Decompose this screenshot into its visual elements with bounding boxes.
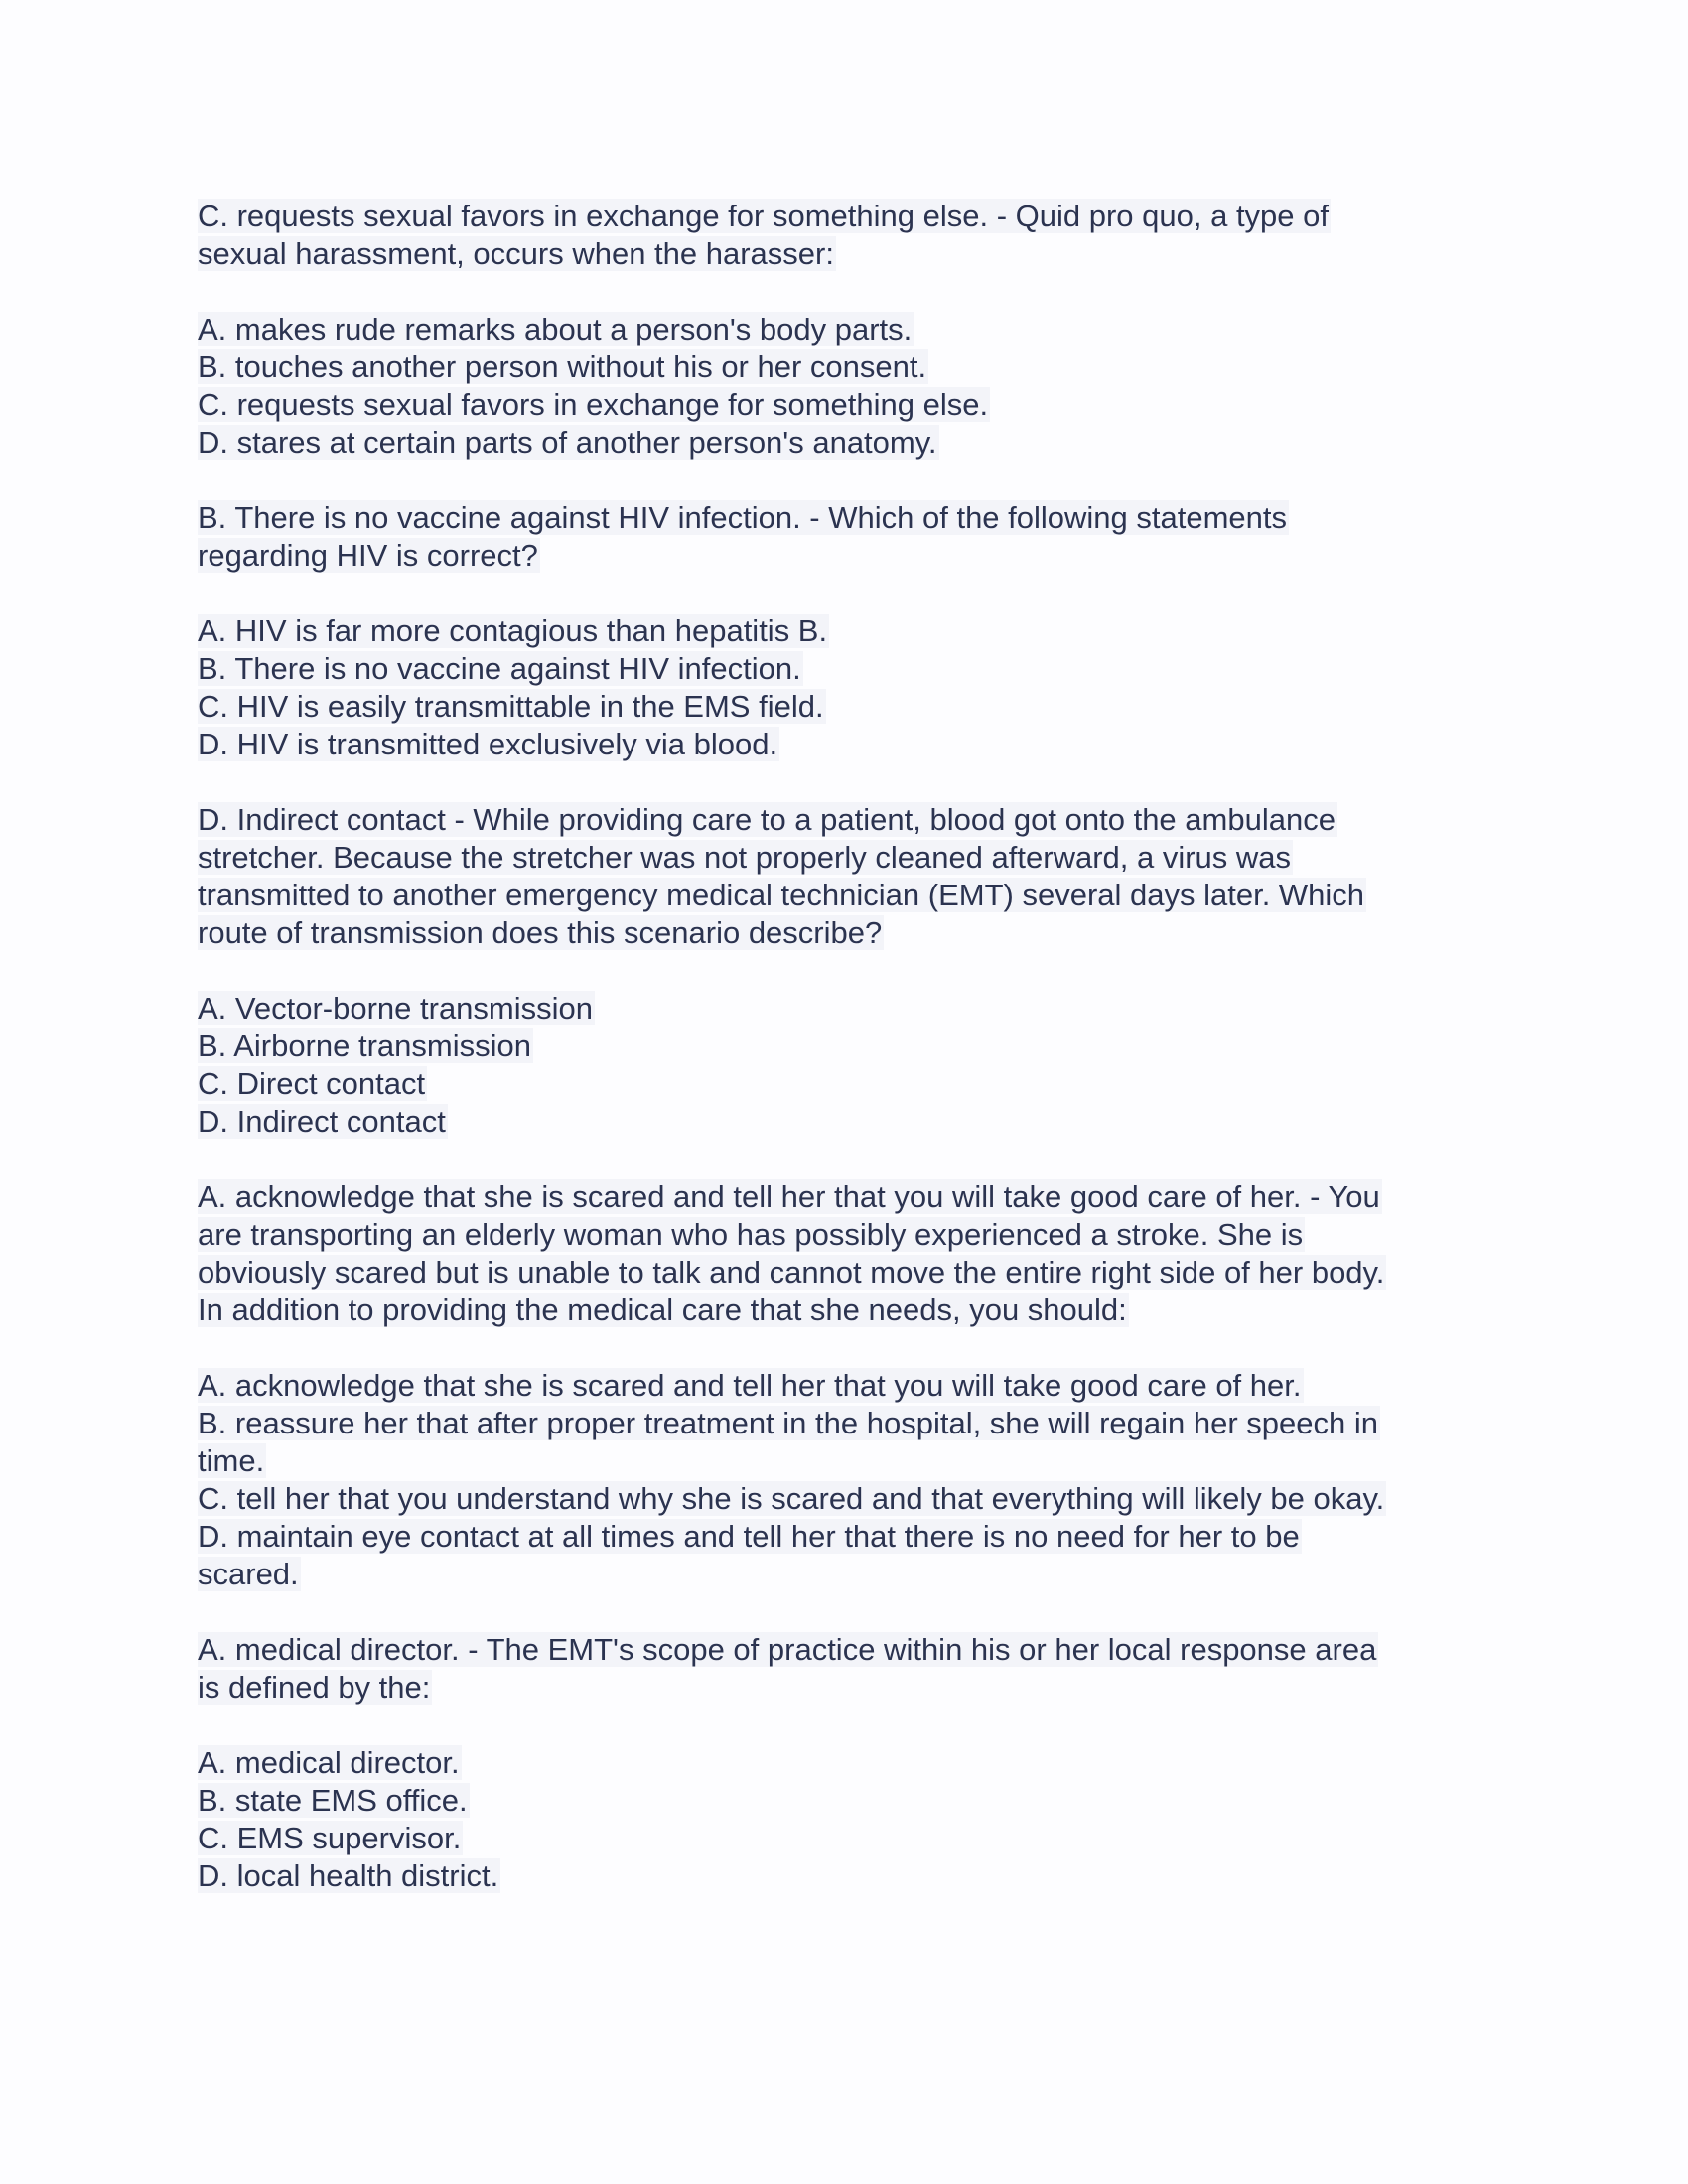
question-answer-block <box>198 801 1386 952</box>
option-line <box>198 348 1386 386</box>
option-line <box>198 1103 1386 1141</box>
question-line <box>198 839 1386 877</box>
line-text: D. HIV is transmitted exclusively via blood. <box>198 727 778 761</box>
line-text: D. Indirect contact <box>198 1104 446 1139</box>
question-line <box>198 537 1386 575</box>
question-line <box>198 1254 1386 1292</box>
option-line <box>198 1480 1386 1518</box>
line-text: B. reassure her that after proper treatment in the hospital, she will regain her speech in <box>198 1406 1378 1440</box>
line-text: B. There is no vaccine against HIV infection. <box>198 651 801 686</box>
option-line <box>198 311 1386 348</box>
question-answer-block <box>198 499 1386 575</box>
option-line <box>198 726 1386 763</box>
line-text: sexual harassment, occurs when the harasser: <box>198 236 834 271</box>
line-text: route of transmission does this scenario describe? <box>198 915 883 950</box>
options-list <box>198 990 1386 1141</box>
line-text: stretcher. Because the stretcher was not properly cleaned afterward, a virus was <box>198 840 1292 875</box>
line-text: B. There is no vaccine against HIV infection. - Which of the following statements <box>198 500 1288 535</box>
question-line <box>198 235 1386 273</box>
question-line <box>198 1178 1386 1216</box>
line-text: is defined by the: <box>198 1670 431 1705</box>
line-text: regarding HIV is correct? <box>198 538 538 573</box>
line-text: transmitted to another emergency medical technician (EMT) several days later. Which <box>198 878 1365 912</box>
line-text: A. Vector-borne transmission <box>198 991 594 1025</box>
option-line <box>198 688 1386 726</box>
line-text: A. medical director. - The EMT's scope of practice within his or her local response area <box>198 1632 1377 1667</box>
question-line <box>198 1216 1386 1254</box>
options-list <box>198 613 1386 763</box>
line-text: D. maintain eye contact at all times and tell her that there is no need for her to be <box>198 1519 1300 1554</box>
line-text: A. makes rude remarks about a person's body parts. <box>198 312 913 346</box>
line-text: C. HIV is easily transmittable in the EMS field. <box>198 689 824 724</box>
question-line <box>198 1292 1386 1329</box>
question-line <box>198 499 1386 537</box>
question-line <box>198 801 1386 839</box>
option-line <box>198 1442 1386 1480</box>
option-line <box>198 1405 1386 1442</box>
question-line <box>198 914 1386 952</box>
option-line <box>198 650 1386 688</box>
line-text: In addition to providing the medical care that she needs, you should: <box>198 1293 1127 1327</box>
option-line <box>198 1820 1386 1857</box>
option-line <box>198 613 1386 650</box>
option-line <box>198 424 1386 462</box>
option-line <box>198 1518 1386 1556</box>
option-line <box>198 1065 1386 1103</box>
line-text: C. Direct contact <box>198 1066 426 1101</box>
line-text: are transporting an elderly woman who has possibly experienced a stroke. She is <box>198 1217 1304 1252</box>
line-text: D. stares at certain parts of another person's anatomy. <box>198 425 937 460</box>
line-text: C. requests sexual favors in exchange for something else. <box>198 387 989 422</box>
option-line <box>198 1556 1386 1593</box>
line-text: B. touches another person without his or her consent. <box>198 349 927 384</box>
line-text: obviously scared but is unable to talk and cannot move the entire right side of her body. <box>198 1255 1385 1290</box>
question-line <box>198 1669 1386 1706</box>
options-list <box>198 1744 1386 1895</box>
options-list <box>198 1367 1386 1593</box>
document-page <box>198 198 1386 1933</box>
option-line <box>198 1027 1386 1065</box>
option-line <box>198 1367 1386 1405</box>
line-text: B. Airborne transmission <box>198 1028 531 1063</box>
line-text: B. state EMS office. <box>198 1783 468 1818</box>
question-answer-block <box>198 1631 1386 1706</box>
question-line <box>198 877 1386 914</box>
question-answer-block <box>198 1178 1386 1329</box>
option-line <box>198 386 1386 424</box>
line-text: A. medical director. <box>198 1745 460 1780</box>
line-text: C. requests sexual favors in exchange for something else. - Quid pro quo, a type of <box>198 199 1330 233</box>
question-line <box>198 198 1386 235</box>
line-text: A. HIV is far more contagious than hepatitis B. <box>198 614 828 648</box>
line-text: A. acknowledge that she is scared and tell her that you will take good care of her. <box>198 1368 1302 1403</box>
line-text: C. EMS supervisor. <box>198 1821 462 1855</box>
options-list <box>198 311 1386 462</box>
line-text: time. <box>198 1443 265 1478</box>
option-line <box>198 1744 1386 1782</box>
option-line <box>198 990 1386 1027</box>
option-line <box>198 1782 1386 1820</box>
line-text: C. tell her that you understand why she is scared and that everything will likely be okay. <box>198 1481 1385 1516</box>
line-text: D. local health district. <box>198 1858 499 1893</box>
option-line <box>198 1857 1386 1895</box>
line-text: A. acknowledge that she is scared and tell her that you will take good care of her. - You <box>198 1179 1380 1214</box>
question-answer-block <box>198 198 1386 273</box>
line-text: scared. <box>198 1557 299 1591</box>
question-line <box>198 1631 1386 1669</box>
line-text: D. Indirect contact - While providing care to a patient, blood got onto the ambulance <box>198 802 1336 837</box>
